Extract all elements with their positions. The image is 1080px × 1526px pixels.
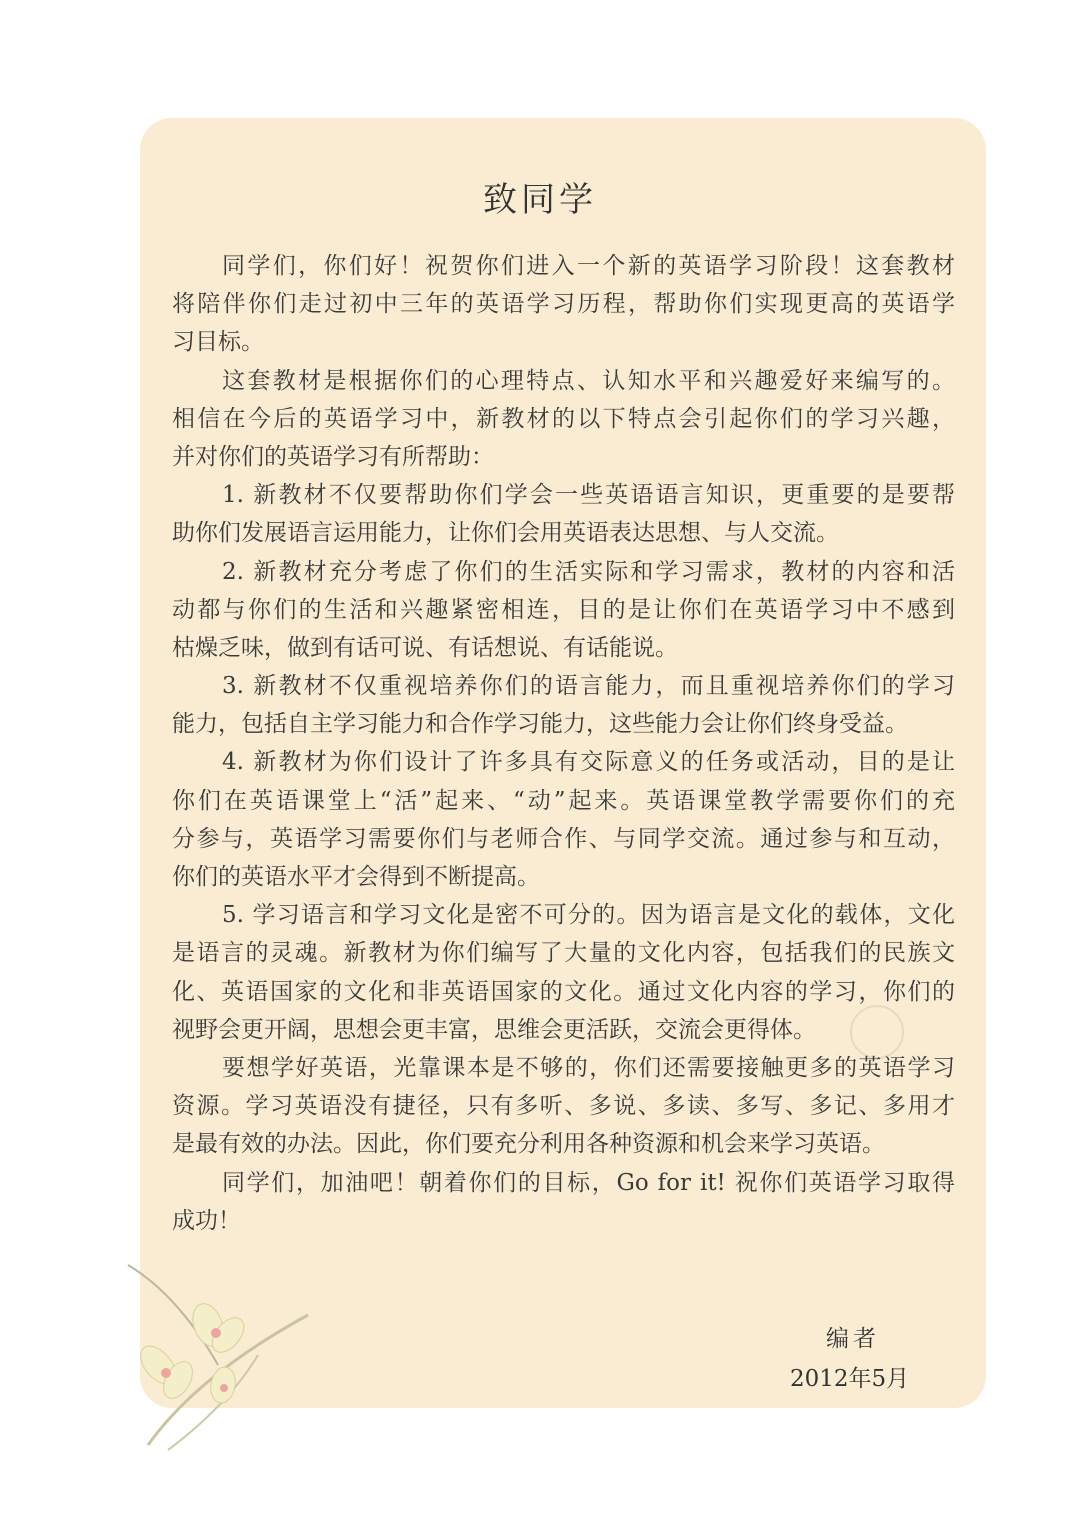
text-line: 4. 新教材为你们设计了许多具有交际意义的任务或活动，目的是让 (222, 749, 955, 776)
text-line: 你们的英语水平才会得到不断提高。 (172, 864, 540, 890)
text-line: 2. 新教材充分考虑了你们的生活实际和学习需求，教材的内容和活 (222, 558, 955, 585)
text-line: 视野会更开阔，思想会更丰富，思维会更活跃，交流会更得体。 (172, 1016, 816, 1043)
text-line: 同学们，你们好！祝贺你们进入一个新的英语学习阶段！这套教材 (222, 253, 955, 279)
text-line: 枯燥乏味，做到有话可说、有话想说、有话能说。 (172, 634, 678, 661)
text-line: 习目标。 (172, 329, 264, 356)
orchid-decoration-icon (108, 1255, 318, 1455)
text-line: 同学们，加油吧！朝着你们的目标，Go for it! 祝你们英语学习取得 (222, 1169, 955, 1196)
text-line: 动都与你们的生活和兴趣紧密相连，目的是让你们在英语学习中不感到 (172, 596, 955, 623)
text-line: 成功！ (172, 1207, 241, 1234)
text-line: 是语言的灵魂。新教材为你们编写了大量的文化内容，包括我们的民族文 (172, 940, 955, 967)
text-line: 要想学好英语，光靠课本是不够的，你们还需要接触更多的英语学习 (222, 1054, 955, 1081)
text-line: 相信在今后的英语学习中，新教材的以下特点会引起你们的学习兴趣， (172, 405, 955, 432)
text-line: 你们在英语课堂上“活”起来、“动”起来。英语课堂教学需要你们的充 (172, 787, 955, 814)
text-line: 3. 新教材不仅重视培养你们的语言能力，而且重视培养你们的学习 (222, 673, 955, 700)
text-line: 5. 学习语言和学习文化是密不可分的。因为语言是文化的载体，文化 (222, 902, 955, 929)
text-line: 并对你们的英语学习有所帮助： (172, 443, 494, 470)
page-title: 致同学 (483, 180, 597, 220)
text-line: 1. 新教材不仅要帮助你们学会一些英语语言知识，更重要的是要帮 (222, 482, 955, 509)
text-line: 将陪伴你们走过初中三年的英语学习历程，帮助你们实现更高的英语学 (172, 291, 955, 318)
text-line: 化、英语国家的文化和非英语国家的文化。通过文化内容的学习，你们的 (172, 978, 955, 1005)
text-line: 是最有效的办法。因此，你们要充分利用各种资源和机会来学习英语。 (172, 1131, 885, 1158)
text-line: 分参与，英语学习需要你们与老师合作、与同学交流。通过参与和互动， (172, 825, 955, 852)
text-line: 资源。学习英语没有捷径，只有多听、多说、多读、多写、多记、多用才 (172, 1093, 955, 1120)
signature-date: 2012年5月 (790, 1366, 910, 1392)
text-line: 这套教材是根据你们的心理特点、认知水平和兴趣爱好来编写的。 (222, 367, 955, 394)
text-line: 能力，包括自主学习能力和合作学习能力，这些能力会让你们终身受益。 (172, 711, 908, 738)
letter-body (172, 247, 955, 1240)
text-line: 助你们发展语言运用能力，让你们会用英语表达思想、与人交流。 (172, 520, 839, 547)
signature-author: 编者 (826, 1326, 880, 1352)
